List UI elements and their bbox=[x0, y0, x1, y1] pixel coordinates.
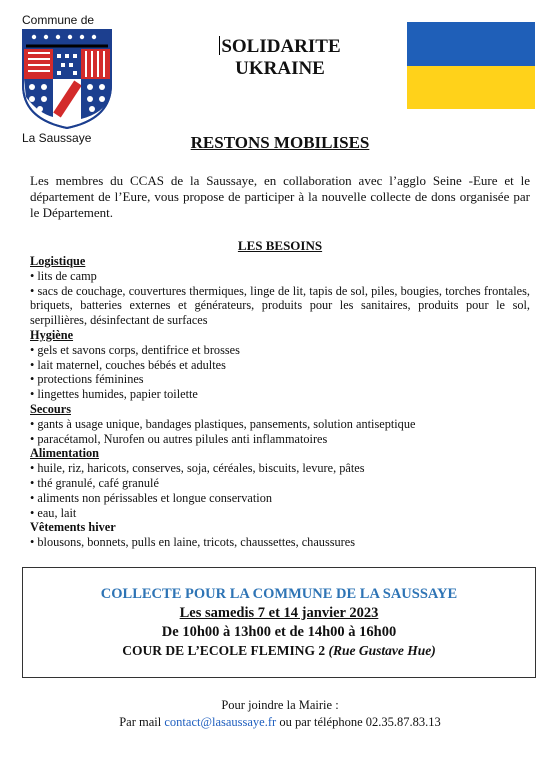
collecte-box bbox=[22, 567, 536, 678]
list-item: • eau, lait bbox=[30, 505, 77, 520]
list-item: • paracétamol, Nurofen ou autres pilules anti inflammatoires bbox=[30, 431, 328, 446]
commune-label-bottom: La Saussaye bbox=[22, 131, 92, 145]
category-title: Alimentation bbox=[30, 446, 99, 461]
commune-label-top: Commune de bbox=[22, 13, 95, 27]
list-item: • gants à usage unique, bandages plastiques, pansements, solution antiseptique bbox=[30, 416, 416, 431]
list-item: • lait maternel, couches bébés et adultes bbox=[30, 357, 226, 372]
title-line-1: SOLIDARITE bbox=[221, 36, 341, 57]
mail-prefix: Par mail bbox=[119, 715, 165, 729]
coat-of-arms-icon bbox=[20, 27, 114, 131]
email-link[interactable]: contact@lasaussaye.fr bbox=[164, 715, 277, 729]
collecte-title: COLLECTE POUR LA COMMUNE DE LA SAUSSAYE bbox=[100, 586, 458, 602]
list-item: • thé granulé, café granulé bbox=[30, 475, 159, 490]
collecte-hours: De 10h00 à 13h00 et de 14h00 à 16h00 bbox=[161, 624, 397, 640]
collecte-dates: Les samedis 7 et 14 janvier 2023 bbox=[179, 605, 379, 621]
list-item: • huile, riz, haricots, conserves, soja, céréales, biscuits, levure, pâtes bbox=[30, 461, 365, 476]
footer-line-2 bbox=[30, 714, 530, 731]
list-item: • blousons, bonnets, pulls en laine, tricots, chaussettes, chaussures bbox=[30, 535, 355, 550]
needs-heading: LES BESOINS bbox=[237, 238, 323, 253]
category-title: Vêtements hiver bbox=[30, 520, 116, 535]
list-item: • aliments non périssables et longue conservation bbox=[30, 490, 272, 505]
collecte-location bbox=[23, 643, 535, 659]
list-item: • gels et savons corps, dentifrice et brosses bbox=[30, 342, 240, 357]
list-item: • lits de camp bbox=[30, 268, 97, 283]
phone-text: ou par téléphone 02.35.87.83.13 bbox=[276, 715, 441, 729]
footer-line-1: Pour joindre la Mairie : bbox=[221, 698, 339, 712]
category-title: Hygiène bbox=[30, 327, 74, 342]
flag-yellow-band bbox=[407, 66, 535, 110]
title-line-2: UKRAINE bbox=[235, 58, 325, 79]
category-title: Secours bbox=[30, 401, 71, 416]
footer bbox=[30, 697, 530, 731]
needs-list bbox=[30, 254, 530, 550]
page-title bbox=[150, 36, 410, 80]
subtitle: RESTONS MOBILISES bbox=[190, 133, 370, 152]
collecte-location-main: COUR DE L’ECOLE FLEMING 2 bbox=[122, 643, 329, 658]
category-title: Logistique bbox=[30, 254, 86, 268]
ukraine-flag-icon bbox=[407, 22, 535, 109]
intro-paragraph: Les membres du CCAS de la Saussaye, en collaboration avec l’agglo Seine -Eure et le département de l’Eure, vous propose de participer à la nouvelle collecte de dons organisée par le Département. bbox=[30, 173, 530, 220]
list-item: • sacs de couchage, couvertures thermiques, linge de lit, tapis de sol, piles, bougies, torches frontales, briquets, batteries externes et générateurs, produits pour les sanitaires, produits pour le sol, serpillières, désinfectant de surfaces bbox=[30, 283, 530, 328]
collecte-location-street: (Rue Gustave Hue) bbox=[328, 643, 436, 658]
list-item: • protections féminines bbox=[30, 372, 144, 387]
flag-blue-band bbox=[407, 22, 535, 66]
list-item: • lingettes humides, papier toilette bbox=[30, 387, 198, 402]
